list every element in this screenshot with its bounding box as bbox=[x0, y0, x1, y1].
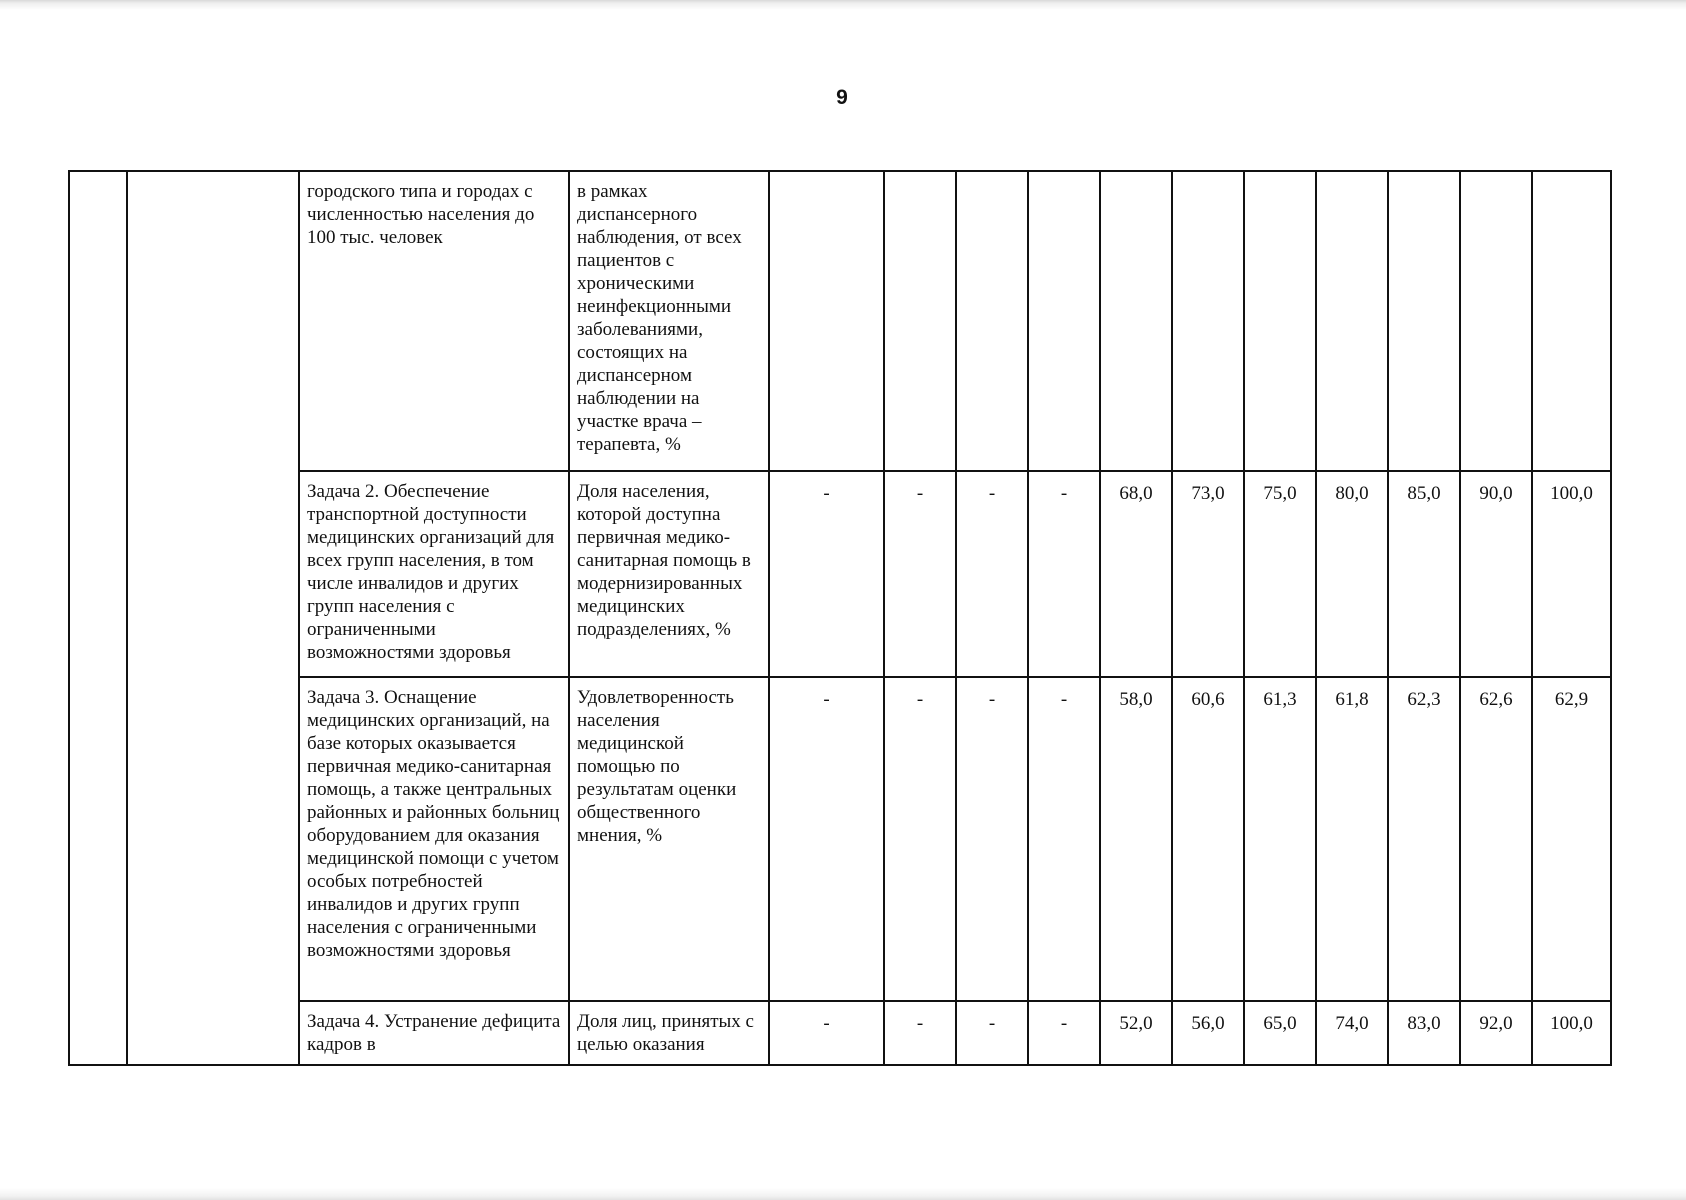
table-container bbox=[68, 170, 1612, 1066]
value-cell: 85,0 bbox=[1388, 471, 1460, 677]
value-cell: - bbox=[956, 471, 1028, 677]
value-cell: 68,0 bbox=[1100, 471, 1172, 677]
value-cell bbox=[1460, 171, 1532, 471]
value-cell: - bbox=[884, 471, 956, 677]
program-column-cell bbox=[127, 171, 299, 1065]
value-cell: 100,0 bbox=[1532, 1001, 1611, 1065]
value-cell bbox=[1388, 171, 1460, 471]
value-cell: 83,0 bbox=[1388, 1001, 1460, 1065]
value-cell: 73,0 bbox=[1172, 471, 1244, 677]
indicator-cell: Доля населения, которой доступна первичная медико-санитарная помощь в модернизированных медицинских подразделениях, % bbox=[569, 471, 769, 677]
value-cell bbox=[1316, 171, 1388, 471]
value-cell bbox=[1244, 171, 1316, 471]
value-cell: 90,0 bbox=[1460, 471, 1532, 677]
value-cell: - bbox=[884, 1001, 956, 1065]
value-cell: 58,0 bbox=[1100, 677, 1172, 1001]
scan-edge-bottom bbox=[0, 1188, 1686, 1200]
value-cell: - bbox=[956, 1001, 1028, 1065]
value-cell: - bbox=[1028, 677, 1100, 1001]
value-cell bbox=[884, 171, 956, 471]
task-cell: городского типа и городах с численностью населения до 100 тыс. человек bbox=[299, 171, 569, 471]
value-cell: 62,6 bbox=[1460, 677, 1532, 1001]
value-cell: - bbox=[769, 471, 884, 677]
value-cell: 56,0 bbox=[1172, 1001, 1244, 1065]
value-cell: - bbox=[956, 677, 1028, 1001]
indicator-cell: Доля лиц, принятых с целью оказания bbox=[569, 1001, 769, 1065]
task-cell: Задача 3. Оснащение медицинских организаций, на базе которых оказывается первичная медико-санитарная помощь, а также центральных районных и районных больниц оборудованием для оказания медицинской помощи с учетом особых потребностей инвалидов и других групп населения с ограниченными возможностями здоровья bbox=[299, 677, 569, 1001]
indicator-cell: Удовлетворенность населения медицинской помощью по результатам оценки общественного мнения, % bbox=[569, 677, 769, 1001]
value-cell bbox=[1028, 171, 1100, 471]
value-cell bbox=[1532, 171, 1611, 471]
value-cell: - bbox=[1028, 471, 1100, 677]
scan-edge-top bbox=[0, 0, 1686, 10]
value-cell: 92,0 bbox=[1460, 1001, 1532, 1065]
value-cell bbox=[769, 171, 884, 471]
indicator-cell: в рамках диспансерного наблюдения, от всех пациентов с хроническими неинфекционными заболеваниями, состоящих на диспансерном наблюдении на участке врача – терапевта, % bbox=[569, 171, 769, 471]
value-cell: - bbox=[769, 677, 884, 1001]
value-cell: 60,6 bbox=[1172, 677, 1244, 1001]
value-cell bbox=[956, 171, 1028, 471]
table-row bbox=[69, 171, 1611, 471]
indicators-table bbox=[68, 170, 1612, 1066]
value-cell: 61,3 bbox=[1244, 677, 1316, 1001]
value-cell: 80,0 bbox=[1316, 471, 1388, 677]
value-cell: - bbox=[884, 677, 956, 1001]
value-cell: - bbox=[769, 1001, 884, 1065]
value-cell: 74,0 bbox=[1316, 1001, 1388, 1065]
value-cell bbox=[1100, 171, 1172, 471]
value-cell: - bbox=[1028, 1001, 1100, 1065]
value-cell bbox=[1172, 171, 1244, 471]
value-cell: 100,0 bbox=[1532, 471, 1611, 677]
page-number: 9 bbox=[836, 86, 848, 109]
value-cell: 62,3 bbox=[1388, 677, 1460, 1001]
table-row bbox=[69, 471, 1611, 677]
number-column-cell bbox=[69, 171, 127, 1065]
task-cell: Задача 2. Обеспечение транспортной доступности медицинских организаций для всех групп населения, в том числе инвалидов и других групп населения с ограниченными возможностями здоровья bbox=[299, 471, 569, 677]
value-cell: 75,0 bbox=[1244, 471, 1316, 677]
task-cell: Задача 4. Устранение дефицита кадров в bbox=[299, 1001, 569, 1065]
table-row bbox=[69, 1001, 1611, 1065]
table-row bbox=[69, 677, 1611, 1001]
value-cell: 65,0 bbox=[1244, 1001, 1316, 1065]
value-cell: 52,0 bbox=[1100, 1001, 1172, 1065]
value-cell: 61,8 bbox=[1316, 677, 1388, 1001]
value-cell: 62,9 bbox=[1532, 677, 1611, 1001]
